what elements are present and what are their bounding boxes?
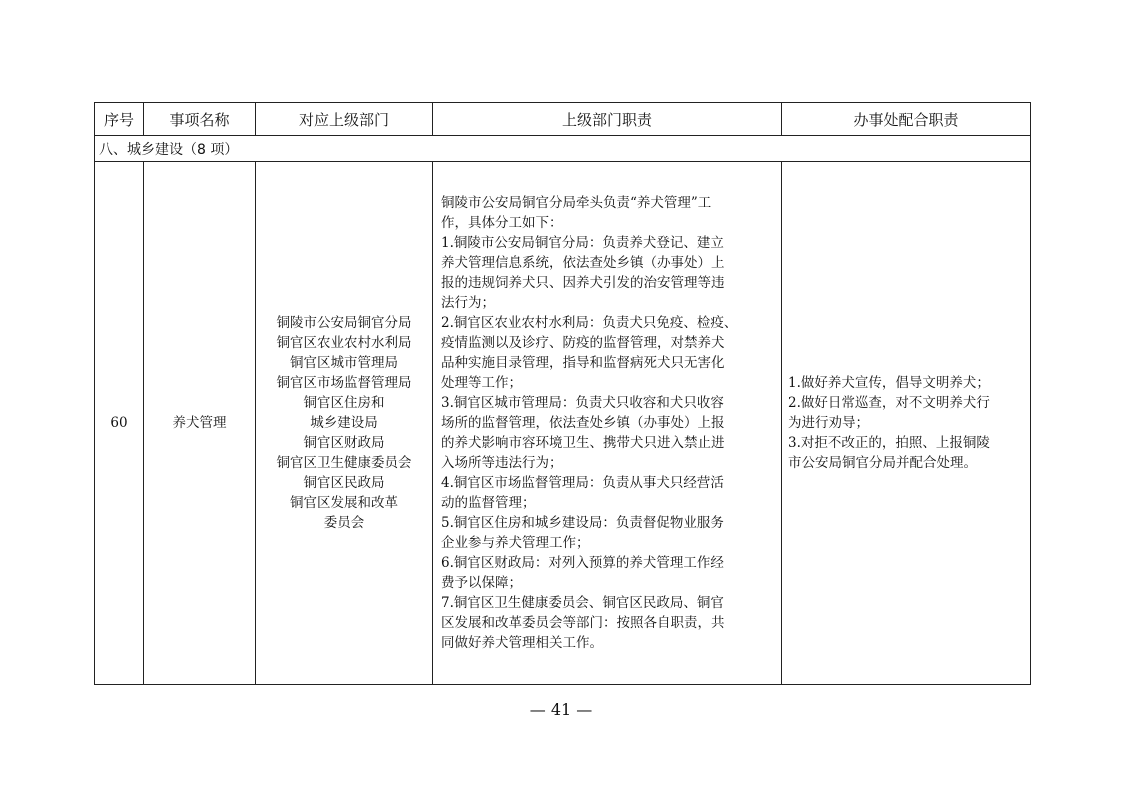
department-name: 委员会 bbox=[323, 515, 365, 531]
department-name: 城乡建设局 bbox=[310, 415, 378, 431]
duty-line: 同做好养犬管理相关工作。 bbox=[441, 635, 603, 651]
duty-line: 报的违规饲养犬只、因养犬引发的治安管理等违 bbox=[441, 275, 725, 291]
duty-line: 费予以保障； bbox=[441, 575, 522, 591]
header-row bbox=[95, 103, 1031, 136]
department-name: 铜官区民政局 bbox=[303, 475, 385, 491]
duty-line: 5.铜官区住房和城乡建设局：负责督促物业服务 bbox=[441, 515, 724, 531]
duty-line: 7.铜官区卫生健康委员会、铜官区民政局、铜官 bbox=[441, 595, 724, 611]
department-name: 铜官区发展和改革 bbox=[290, 495, 398, 511]
duty-line: 品种实施目录管理，指导和监督病死犬只无害化 bbox=[441, 355, 725, 371]
office-duty-line: 市公安局铜官分局并配合处理。 bbox=[788, 455, 977, 471]
duty-line: 铜陵市公安局铜官分局牵头负责“养犬管理”工 bbox=[441, 195, 712, 211]
duty-line: 区发展和改革委员会等部门：按照各自职责，共 bbox=[441, 615, 725, 631]
department-name: 铜陵市公安局铜官分局 bbox=[276, 315, 412, 331]
office-duty-text bbox=[782, 373, 1030, 473]
table-row bbox=[95, 162, 1031, 685]
duty-table bbox=[94, 102, 1031, 685]
duty-line: 6.铜官区财政局：对列入预算的养犬管理工作经 bbox=[441, 555, 724, 571]
row-item-name: 养犬管理 bbox=[144, 162, 256, 685]
page-number: — 41 — bbox=[529, 700, 593, 719]
duty-line: 1.铜陵市公安局铜官分局：负责养犬登记、建立 bbox=[441, 235, 724, 251]
row-department-duty bbox=[433, 162, 782, 685]
header-department: 对应上级部门 bbox=[256, 103, 433, 136]
office-duty-line: 为进行劝导； bbox=[788, 415, 869, 431]
row-departments bbox=[256, 162, 433, 685]
department-list bbox=[256, 313, 432, 533]
office-duty-line: 2.做好日常巡查，对不文明养犬行 bbox=[788, 395, 990, 411]
department-name: 铜官区住房和 bbox=[303, 395, 385, 411]
department-name: 铜官区城市管理局 bbox=[290, 355, 398, 371]
duty-line: 疫情监测以及诊疗、防疫的监督管理，对禁养犬 bbox=[441, 335, 725, 351]
row-number: 60 bbox=[95, 162, 144, 685]
duty-line: 动的监督管理； bbox=[441, 495, 536, 511]
duty-line: 养犬管理信息系统，依法查处乡镇（办事处）上 bbox=[441, 255, 725, 271]
duty-line: 的养犬影响市容环境卫生、携带犬只进入禁止进 bbox=[441, 435, 725, 451]
duty-line: 4.铜官区市场监督管理局：负责从事犬只经营活 bbox=[441, 475, 724, 491]
section-title: 八、城乡建设（8 项） bbox=[95, 136, 1031, 162]
duty-line: 处理等工作； bbox=[441, 375, 522, 391]
department-duty-text bbox=[433, 193, 781, 653]
department-name: 铜官区市场监督管理局 bbox=[276, 375, 412, 391]
department-name: 铜官区农业农村水利局 bbox=[276, 335, 412, 351]
section-row bbox=[95, 136, 1031, 162]
department-name: 铜官区财政局 bbox=[303, 435, 385, 451]
duty-line: 入场所等违法行为； bbox=[441, 455, 563, 471]
duty-line: 企业参与养犬管理工作； bbox=[441, 535, 590, 551]
header-office-duty: 办事处配合职责 bbox=[782, 103, 1031, 136]
duty-line: 场所的监督管理，依法查处乡镇（办事处）上报 bbox=[441, 415, 725, 431]
duty-line: 3.铜官区城市管理局：负责犬只收容和犬只收容 bbox=[441, 395, 724, 411]
duty-line: 法行为； bbox=[441, 295, 495, 311]
header-department-duty: 上级部门职责 bbox=[433, 103, 782, 136]
header-item-name: 事项名称 bbox=[144, 103, 256, 136]
office-duty-line: 3.对拒不改正的，拍照、上报铜陵 bbox=[788, 435, 990, 451]
duty-line: 2.铜官区农业农村水利局：负责犬只免疫、检疫、 bbox=[441, 315, 738, 331]
duty-line: 作，具体分工如下： bbox=[441, 215, 563, 231]
row-office-duty bbox=[782, 162, 1031, 685]
office-duty-line: 1.做好养犬宣传，倡导文明养犬； bbox=[788, 375, 990, 391]
header-number: 序号 bbox=[95, 103, 144, 136]
department-name: 铜官区卫生健康委员会 bbox=[276, 455, 412, 471]
